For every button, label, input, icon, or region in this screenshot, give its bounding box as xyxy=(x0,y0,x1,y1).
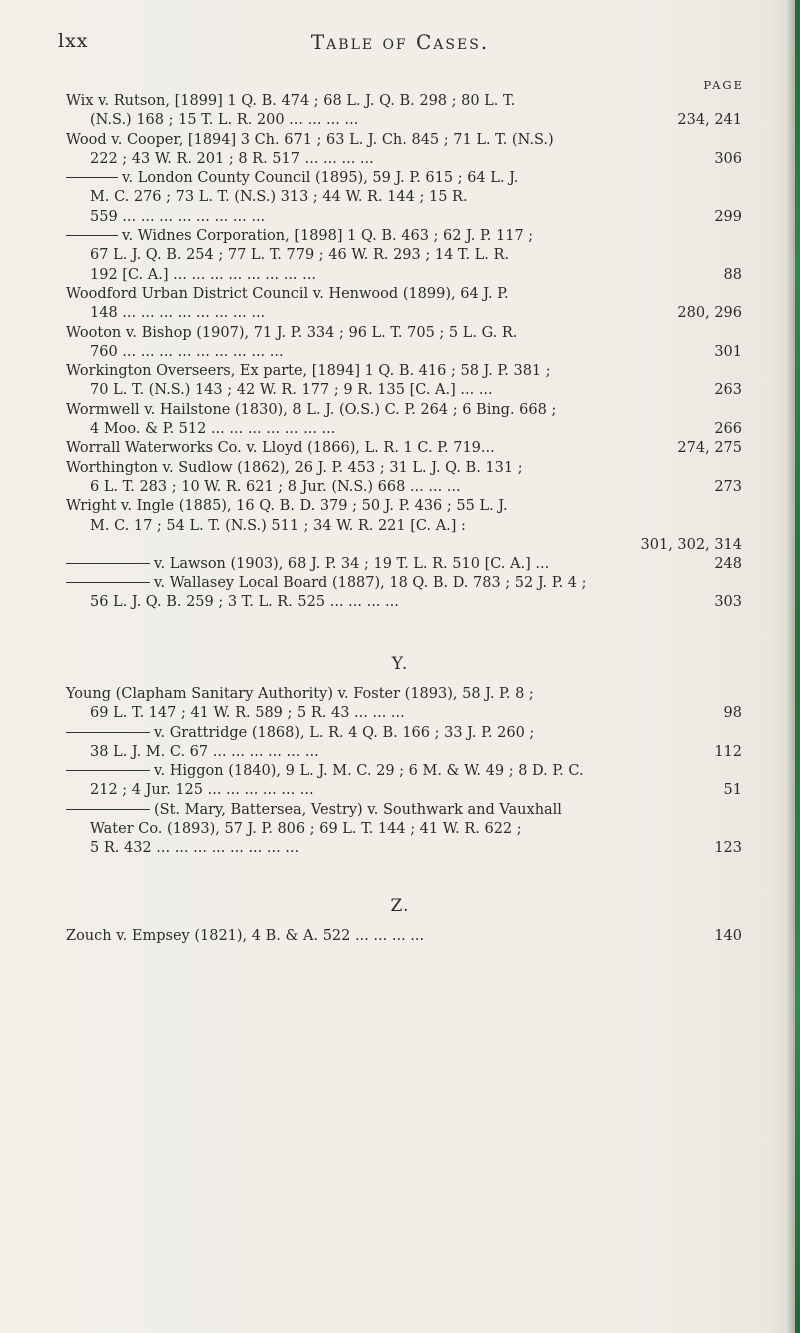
citation-text: (St. Mary, Battersea, Vestry) v. Southwark and Vauxhall xyxy=(154,801,562,818)
case-citation-line xyxy=(66,839,742,858)
citation-text: Zouch v. Empsey (1821), 4 B. & A. 522 ... ... ... ... xyxy=(66,928,425,944)
page-reference: 248 xyxy=(714,555,742,572)
case-citation-line xyxy=(66,92,742,111)
case-citation-line xyxy=(66,724,742,743)
citation-text: M. C. 17 ; 54 L. T. (N.S.) 511 ; 34 W. R. 221 [C. A.] : xyxy=(90,517,466,534)
ditto-dash xyxy=(66,563,150,564)
page-reference: 306 xyxy=(714,150,742,167)
citation-text: v. Widnes Corporation, [1898] 1 Q. B. 463 ; 62 J. P. 117 ; xyxy=(122,228,534,245)
case-entry xyxy=(66,801,742,859)
ditto-dash xyxy=(66,177,118,178)
case-entry xyxy=(66,685,742,724)
case-citation-line xyxy=(66,343,742,362)
citation-text: Wooton v. Bishop (1907), 71 J. P. 334 ; 96 L. T. 705 ; 5 L. G. R. xyxy=(66,324,518,341)
w-entries-list xyxy=(66,92,742,613)
citation-text: 760 ... ... ... ... ... ... ... ... ... xyxy=(90,343,284,360)
case-citation-line xyxy=(66,266,742,285)
case-citation-line xyxy=(66,478,742,497)
case-entry xyxy=(66,459,742,498)
case-entry xyxy=(66,724,742,763)
ditto-dash xyxy=(66,582,150,583)
ditto-dash xyxy=(66,732,150,733)
case-citation-line xyxy=(66,574,742,593)
section-letter: Y. xyxy=(391,654,409,674)
citation-text: 70 L. T. (N.S.) 143 ; 42 W. R. 177 ; 9 R. 135 [C. A.] ... ... xyxy=(90,382,493,399)
case-citation-line xyxy=(66,169,742,188)
case-entry xyxy=(66,401,742,440)
page-reference: 299 xyxy=(714,208,742,225)
section-heading-y xyxy=(0,654,800,674)
case-citation-line xyxy=(66,762,742,781)
case-citation-line xyxy=(66,801,742,820)
case-citation-line xyxy=(66,439,742,458)
case-citation-line xyxy=(66,927,742,946)
case-citation-line xyxy=(66,304,742,323)
page-reference: 301 xyxy=(714,343,742,360)
case-citation-line xyxy=(66,285,742,304)
page-reference: 280, 296 xyxy=(677,305,742,322)
page-reference: 266 xyxy=(714,421,742,438)
running-title: Table of Cases. xyxy=(310,30,490,54)
case-citation-line xyxy=(66,743,742,762)
citation-text: 56 L. J. Q. B. 259 ; 3 T. L. R. 525 ... ... ... ... xyxy=(90,594,399,611)
case-citation-line xyxy=(66,227,742,246)
case-entry xyxy=(66,927,742,946)
page-reference: 88 xyxy=(723,266,742,283)
case-citation-line xyxy=(66,593,742,612)
citation-text: Wix v. Rutson, [1899] 1 Q. B. 474 ; 68 L. J. Q. B. 298 ; 80 L. T. xyxy=(66,93,516,109)
case-citation-line xyxy=(66,208,742,227)
case-entry xyxy=(66,362,742,401)
case-entry xyxy=(66,227,742,285)
case-entry xyxy=(66,131,742,170)
case-entry xyxy=(66,555,742,574)
citation-text: 69 L. T. 147 ; 41 W. R. 589 ; 5 R. 43 ... ... ... xyxy=(90,705,405,722)
case-entry xyxy=(66,92,742,131)
citation-text: Wormwell v. Hailstone (1830), 8 L. J. (O.S.) C. P. 264 ; 6 Bing. 668 ; xyxy=(66,401,557,418)
citation-text: 6 L. T. 283 ; 10 W. R. 621 ; 8 Jur. (N.S.) 668 ... ... ... xyxy=(90,478,461,495)
citation-text: 5 R. 432 ... ... ... ... ... ... ... ... xyxy=(90,840,300,857)
citation-text: Worthington v. Sudlow (1862), 26 J. P. 453 ; 31 L. J. Q. B. 131 ; xyxy=(66,459,523,476)
page-reference: 303 xyxy=(714,594,742,611)
case-citation-line xyxy=(66,150,742,169)
page-column-label: PAGE xyxy=(703,78,744,92)
case-entry xyxy=(66,169,742,227)
case-citation-line xyxy=(66,324,742,343)
case-citation-line xyxy=(66,381,742,400)
case-citation-line xyxy=(66,459,742,478)
section-heading-z xyxy=(0,896,800,916)
case-citation-line xyxy=(66,246,742,265)
citation-text: Young (Clapham Sanitary Authority) v. Foster (1893), 58 J. P. 8 ; xyxy=(66,686,534,702)
page-reference: 51 xyxy=(723,782,742,799)
citation-text: Worrall Waterworks Co. v. Lloyd (1866), L. R. 1 C. P. 719... xyxy=(66,440,495,457)
citation-text: v. Lawson (1903), 68 J. P. 34 ; 19 T. L. R. 510 [C. A.] ... xyxy=(154,555,550,572)
case-entry xyxy=(66,324,742,363)
page-reference: 140 xyxy=(714,928,742,944)
case-citation-line xyxy=(66,704,742,723)
citation-text: Woodford Urban District Council v. Henwood (1899), 64 J. P. xyxy=(66,285,509,302)
z-entries-list xyxy=(66,927,742,946)
section-letter: Z. xyxy=(390,896,410,916)
case-citation-line xyxy=(66,188,742,207)
case-citation-line xyxy=(66,781,742,800)
case-citation-line xyxy=(66,685,742,704)
citation-text: 67 L. J. Q. B. 254 ; 77 L. T. 779 ; 46 W. R. 293 ; 14 T. L. R. xyxy=(90,247,510,264)
page-reference: 301, 302, 314 xyxy=(640,536,742,553)
citation-text: 212 ; 4 Jur. 125 ... ... ... ... ... ... xyxy=(90,782,314,799)
citation-text: v. Higgon (1840), 9 L. J. M. C. 29 ; 6 M. & W. 49 ; 8 D. P. C. xyxy=(154,763,584,780)
page-number: lxx xyxy=(58,30,89,52)
page-reference: 274, 275 xyxy=(677,440,742,457)
citation-text: 222 ; 43 W. R. 201 ; 8 R. 517 ... ... ... ... xyxy=(90,150,374,167)
case-citation-line xyxy=(66,820,742,839)
case-citation-line xyxy=(66,497,742,516)
ditto-dash xyxy=(66,809,150,810)
case-entry xyxy=(66,574,742,613)
citation-text: v. Grattridge (1868), L. R. 4 Q. B. 166 ; 33 J. P. 260 ; xyxy=(154,724,535,741)
citation-text: 559 ... ... ... ... ... ... ... ... xyxy=(90,208,266,225)
case-citation-line xyxy=(66,362,742,381)
case-entry xyxy=(66,497,742,555)
citation-text: 148 ... ... ... ... ... ... ... ... xyxy=(90,305,266,322)
case-citation-line xyxy=(66,420,742,439)
citation-text: 4 Moo. & P. 512 ... ... ... ... ... ... ... xyxy=(90,421,336,438)
y-entries-list xyxy=(66,685,742,859)
case-citation-line xyxy=(66,111,742,130)
citation-text: Wood v. Cooper, [1894] 3 Ch. 671 ; 63 L. J. Ch. 845 ; 71 L. T. (N.S.) xyxy=(66,131,554,148)
page-reference: 98 xyxy=(723,705,742,722)
citation-text: Wright v. Ingle (1885), 16 Q. B. D. 379 ; 50 J. P. 436 ; 55 L. J. xyxy=(66,498,508,515)
case-citation-line xyxy=(66,536,742,555)
case-entry xyxy=(66,285,742,324)
citation-text: Workington Overseers, Ex parte, [1894] 1 Q. B. 416 ; 58 J. P. 381 ; xyxy=(66,363,551,380)
page-header xyxy=(0,30,800,60)
page-reference: 123 xyxy=(714,840,742,857)
ditto-dash xyxy=(66,235,118,236)
case-entry xyxy=(66,762,742,801)
citation-text: M. C. 276 ; 73 L. T. (N.S.) 313 ; 44 W. R. 144 ; 15 R. xyxy=(90,189,468,206)
citation-text: Water Co. (1893), 57 J. P. 806 ; 69 L. T. 144 ; 41 W. R. 622 ; xyxy=(90,821,522,838)
citation-text: v. London County Council (1895), 59 J. P. 615 ; 64 L. J. xyxy=(122,170,519,187)
page-reference: 112 xyxy=(714,743,742,760)
citation-text: v. Wallasey Local Board (1887), 18 Q. B. D. 783 ; 52 J. P. 4 ; xyxy=(154,575,587,592)
page-reference: 263 xyxy=(714,382,742,399)
case-citation-line xyxy=(66,131,742,150)
page-reference: 273 xyxy=(714,478,742,495)
citation-text: 38 L. J. M. C. 67 ... ... ... ... ... ... xyxy=(90,743,319,760)
citation-text: 192 [C. A.] ... ... ... ... ... ... ... ... xyxy=(90,266,316,283)
case-citation-line xyxy=(66,401,742,420)
case-entry xyxy=(66,439,742,458)
case-citation-line xyxy=(66,517,742,536)
citation-text: (N.S.) 168 ; 15 T. L. R. 200 ... ... ... ... xyxy=(90,112,359,129)
case-citation-line xyxy=(66,555,742,574)
ditto-dash xyxy=(66,770,150,771)
page-reference: 234, 241 xyxy=(677,112,742,129)
